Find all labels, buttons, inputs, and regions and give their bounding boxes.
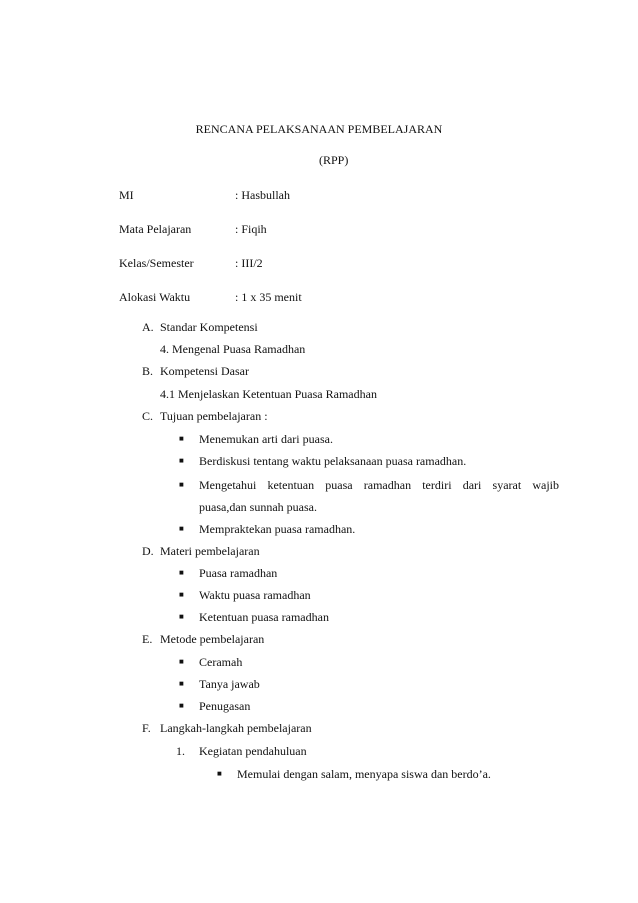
section-e-marker: E.	[142, 632, 153, 646]
section-d-heading: Materi pembelajaran	[160, 544, 260, 558]
info-label-class-semester: Kelas/Semester	[119, 256, 194, 270]
info-label-mi: MI	[119, 188, 134, 202]
section-f-heading: Langkah-langkah pembelajaran	[160, 721, 312, 735]
list-item: Berdiskusi tentang waktu pelaksanaan puasa ramadhan.	[199, 454, 467, 468]
list-item: Mengetahui ketentuan puasa ramadhan terdiri dari syarat wajib	[199, 478, 559, 492]
list-item: Waktu puasa ramadhan	[199, 588, 311, 602]
bullet-icon: ■	[179, 524, 184, 533]
section-a-marker: A.	[142, 320, 154, 334]
info-value-mi: : Hasbullah	[235, 188, 290, 202]
section-b-heading: Kompetensi Dasar	[160, 364, 249, 378]
list-item: Puasa ramadhan	[199, 566, 278, 580]
list-item: Mempraktekan puasa ramadhan.	[199, 522, 356, 536]
info-value-class-semester: : III/2	[235, 256, 263, 270]
info-label-time-allocation: Alokasi Waktu	[119, 290, 191, 304]
bullet-icon: ■	[217, 769, 222, 778]
section-d-marker: D.	[142, 544, 154, 558]
subsection-heading: Kegiatan pendahuluan	[199, 744, 307, 758]
bullet-icon: ■	[179, 568, 184, 577]
list-item: Tanya jawab	[199, 677, 260, 691]
section-f-marker: F.	[142, 721, 151, 735]
section-c-marker: C.	[142, 409, 154, 423]
list-item: Penugasan	[199, 699, 251, 713]
bullet-icon: ■	[179, 657, 184, 666]
list-item: Ketentuan puasa ramadhan	[199, 610, 329, 624]
document-subtitle: (RPP)	[319, 153, 349, 167]
section-b-text: 4.1 Menjelaskan Ketentuan Puasa Ramadhan	[160, 387, 377, 401]
subsection-marker: 1.	[176, 744, 185, 758]
section-e-heading: Metode pembelajaran	[160, 632, 265, 646]
info-value-subject: : Fiqih	[235, 222, 267, 236]
bullet-icon: ■	[179, 612, 184, 621]
info-value-time-allocation: : 1 x 35 menit	[235, 290, 302, 304]
section-a-text: 4. Mengenal Puasa Ramadhan	[160, 342, 306, 356]
bullet-icon: ■	[179, 434, 184, 443]
section-c-heading: Tujuan pembelajaran :	[160, 409, 268, 423]
list-item-continuation: puasa,dan sunnah puasa.	[199, 500, 317, 514]
section-a-heading: Standar Kompetensi	[160, 320, 258, 334]
info-label-subject: Mata Pelajaran	[119, 222, 192, 236]
bullet-icon: ■	[179, 480, 184, 489]
list-item: Menemukan arti dari puasa.	[199, 432, 333, 446]
section-b-marker: B.	[142, 364, 154, 378]
bullet-icon: ■	[179, 701, 184, 710]
bullet-icon: ■	[179, 679, 184, 688]
list-item: Memulai dengan salam, menyapa siswa dan berdo’a.	[237, 767, 491, 781]
bullet-icon: ■	[179, 456, 184, 465]
document-title: RENCANA PELAKSANAAN PEMBELAJARAN	[195, 122, 443, 136]
bullet-icon: ■	[179, 590, 184, 599]
list-item: Ceramah	[199, 655, 243, 669]
